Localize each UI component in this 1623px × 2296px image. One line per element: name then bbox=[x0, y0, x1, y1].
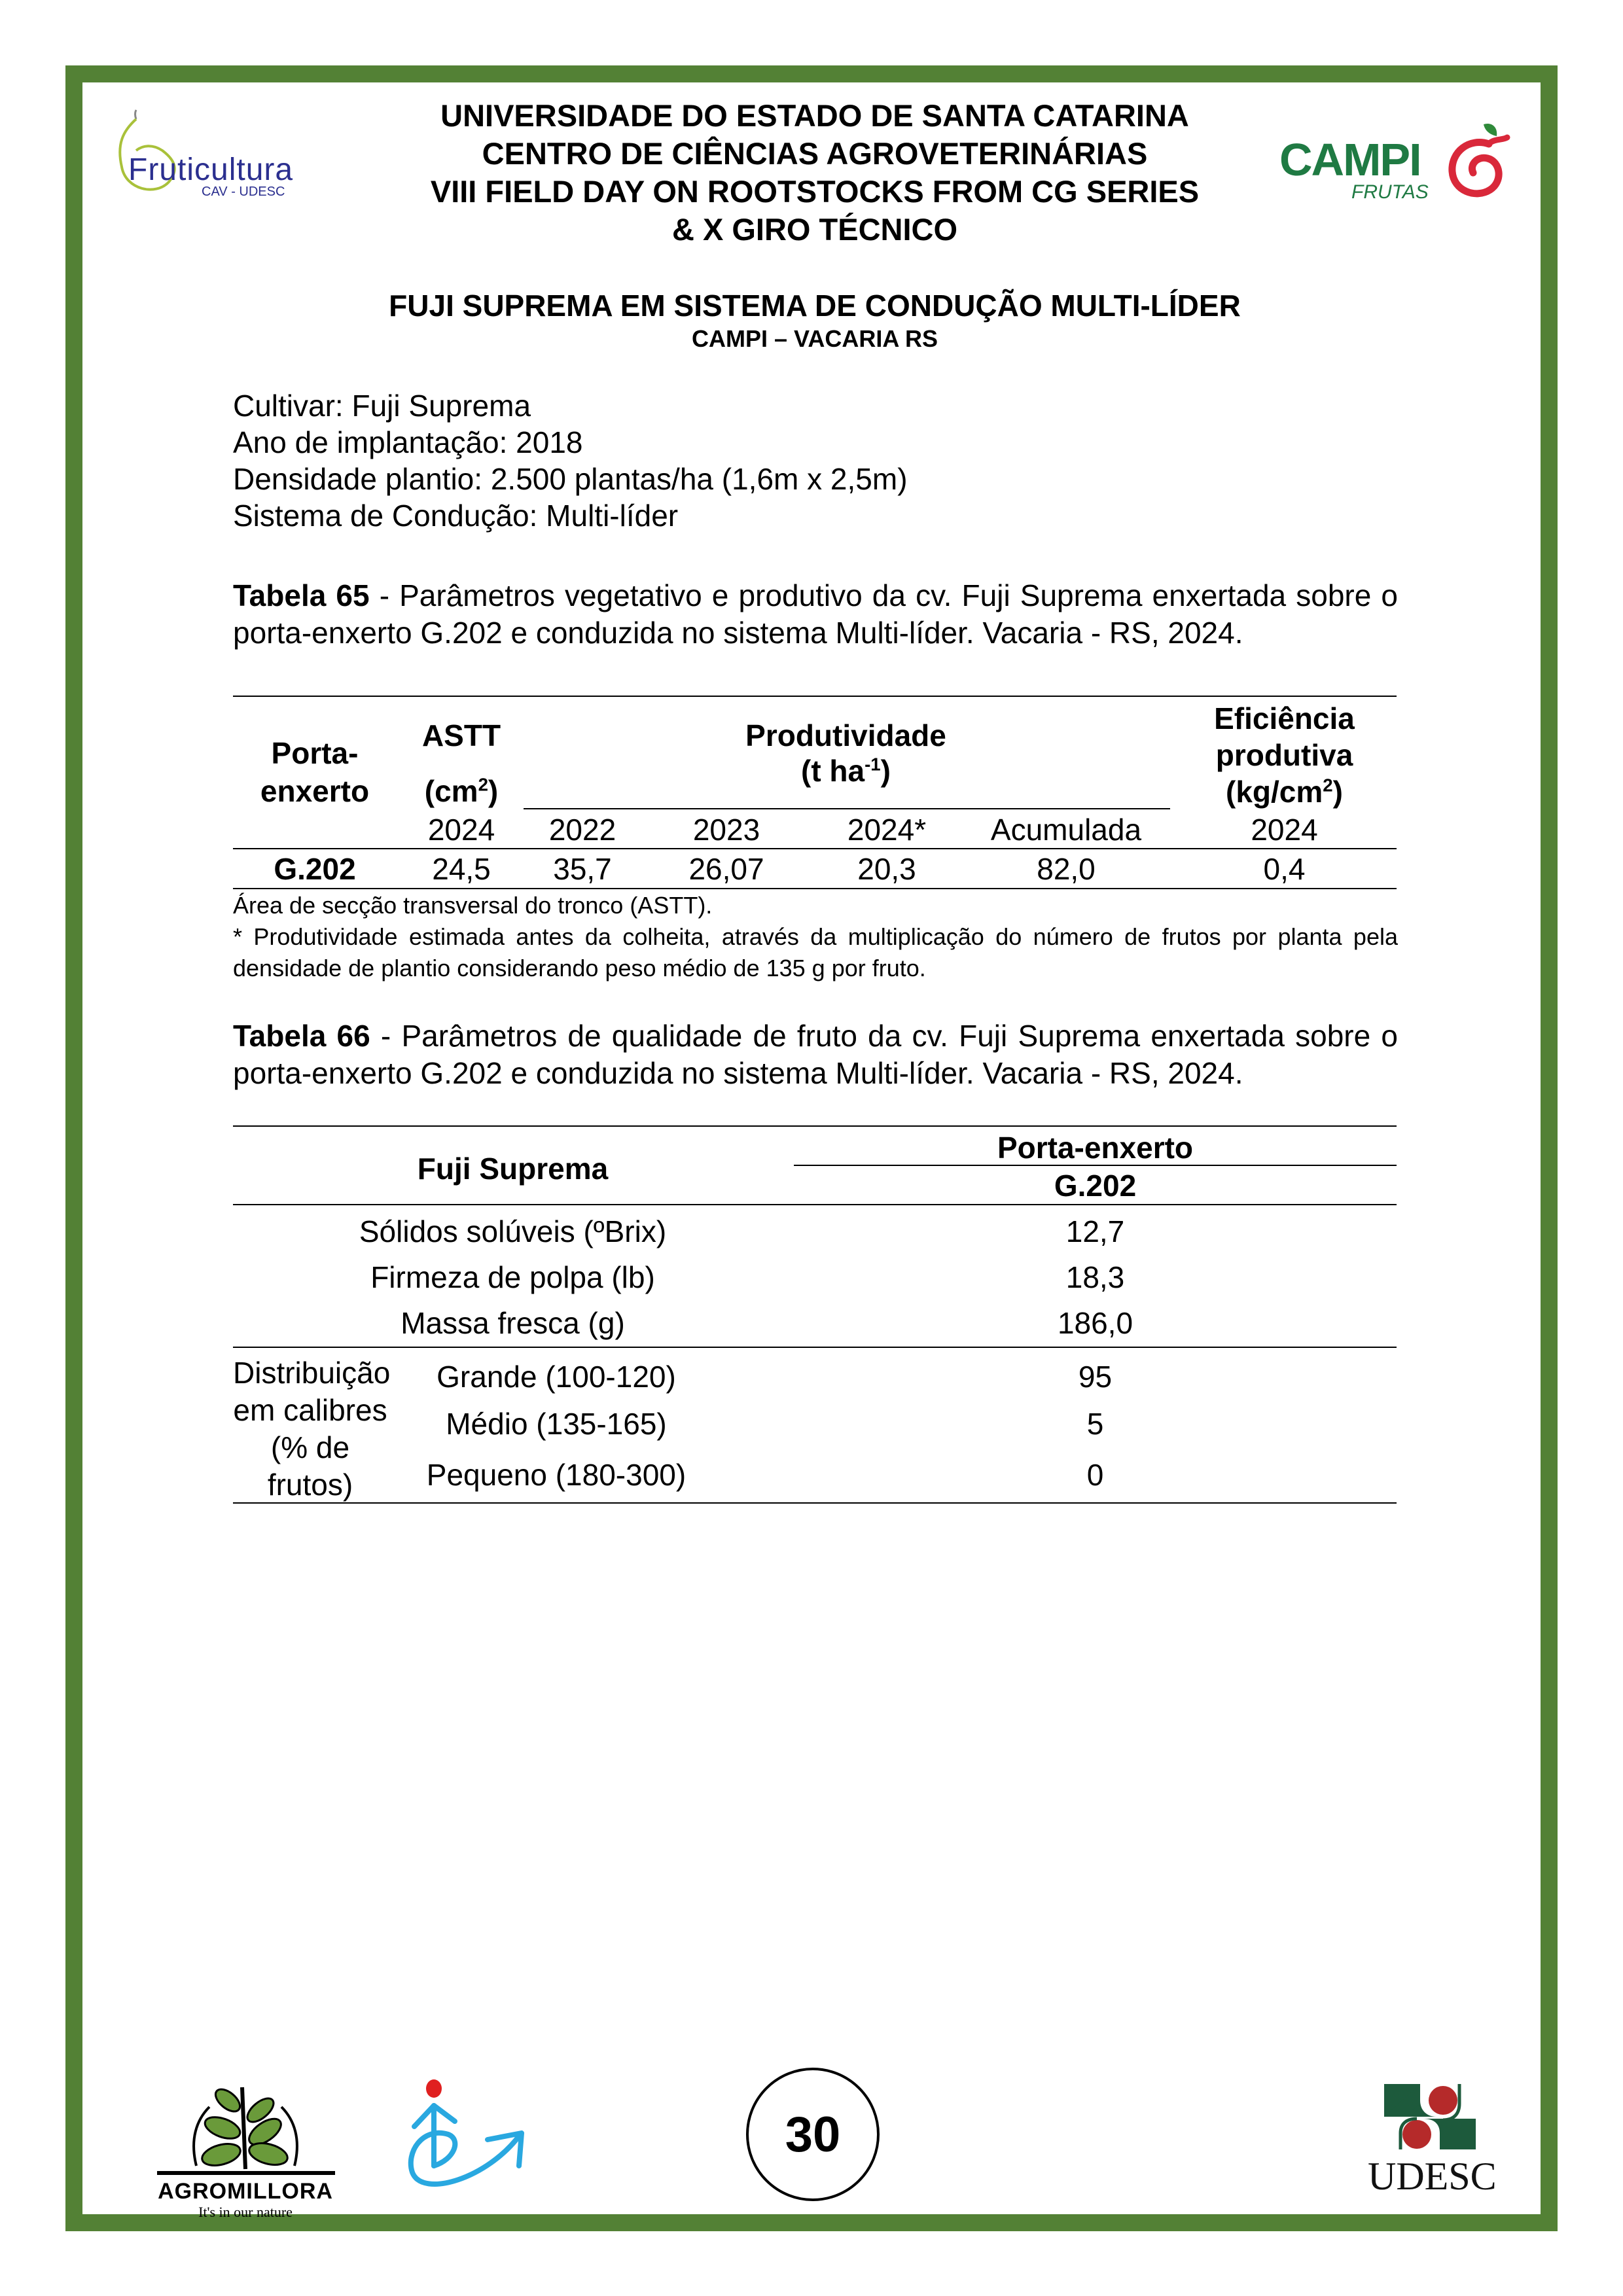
table65-header-efficiency-line2: produtiva bbox=[1215, 738, 1353, 772]
table66-value-large: 95 bbox=[1078, 1360, 1113, 1394]
table65-subheader-2023: 2023 bbox=[692, 813, 760, 847]
campi-wordmark: CAMPI bbox=[1279, 134, 1421, 185]
astt-unit-text: (cm bbox=[424, 774, 478, 808]
table66-label-firmness: Firmeza de polpa (lb) bbox=[370, 1260, 655, 1294]
header-field-day: VIII FIELD DAY ON ROOTSTOCKS FROM CG SERIES bbox=[430, 174, 1200, 209]
apple-swirl-icon bbox=[1443, 119, 1515, 204]
table65-header-astt: ASTT bbox=[421, 718, 501, 752]
table66-value-firmness: 18,3 bbox=[1065, 1260, 1125, 1294]
table65-header-rootstock-line2: enxerto bbox=[260, 774, 370, 808]
table65-productivity-rule bbox=[524, 808, 1170, 809]
table66-value-fresh-mass: 186,0 bbox=[1057, 1306, 1133, 1340]
table66-value-small: 0 bbox=[1086, 1458, 1104, 1492]
table65-top-rule bbox=[233, 696, 1397, 697]
prod-unit-close: ) bbox=[880, 754, 891, 788]
campi-frutas-logo bbox=[1279, 119, 1515, 204]
table65-header-rootstock-line1: Porta- bbox=[271, 736, 359, 770]
eff-unit-sup: 2 bbox=[1323, 775, 1333, 796]
table66-header-bottom-rule bbox=[233, 1204, 1397, 1205]
table65-footnote-astt: Área de secção transversal do tronco (ASTT). bbox=[233, 892, 713, 919]
info-training-system: Sistema de Condução: Multi-líder bbox=[233, 499, 679, 533]
table65-header-productivity: Produtividade bbox=[745, 718, 946, 752]
fruticultura-subtitle: CAV - UDESC bbox=[202, 185, 285, 199]
table66-caption-text: - Parâmetros de qualidade de fruto da cv. Fuji Suprema enxertada sobre o porta-enxerto G.202 e conduzida no sistema Multi-líder. Vacaria - RS, 2024. bbox=[233, 1019, 1398, 1090]
table65-bottom-rule bbox=[233, 888, 1397, 889]
table65-cell-accumulated: 82,0 bbox=[1037, 852, 1096, 886]
table66-bottom-rule bbox=[233, 1502, 1397, 1504]
fruticultura-logo bbox=[116, 105, 332, 203]
table65-cell-2022: 35,7 bbox=[553, 852, 612, 886]
table65-header-efficiency-line1: Eficiência bbox=[1214, 701, 1355, 735]
eff-unit-close: ) bbox=[1332, 775, 1343, 809]
table66-caption-label: Tabela 66 bbox=[233, 1019, 370, 1053]
table66-distribution-label-2: em calibres bbox=[233, 1393, 387, 1427]
header-university: UNIVERSIDADE DO ESTADO DE SANTA CATARINA bbox=[440, 98, 1189, 133]
udesc-emblem-icon bbox=[1381, 2081, 1479, 2153]
agromillora-tagline: It's in our nature bbox=[198, 2204, 293, 2220]
table65-header-productivity-unit bbox=[524, 754, 1168, 788]
table65-caption-text: - Parâmetros vegetativo e produtivo da cv. Fuji Suprema enxertada sobre o porta-enxerto G.202 e conduzida no sistema Multi-líder. Vacaria - RS, 2024. bbox=[233, 578, 1398, 650]
table66-label-medium: Médio (135-165) bbox=[446, 1407, 667, 1441]
table65-header-astt-unit bbox=[399, 774, 524, 808]
prod-unit-sup: -1 bbox=[865, 754, 881, 775]
udesc-wordmark: UDESC bbox=[1368, 2155, 1497, 2198]
astt-unit-close: ) bbox=[488, 774, 499, 808]
table65-cell-2024: 20,3 bbox=[857, 852, 916, 886]
table66-group-rule bbox=[794, 1165, 1397, 1166]
table65-header-efficiency-unit bbox=[1171, 775, 1397, 809]
plant-icon bbox=[151, 2074, 340, 2179]
table66-caption bbox=[233, 1017, 1398, 1092]
table66-top-rule bbox=[233, 1125, 1397, 1127]
table65-subheader-accumulated: Acumulada bbox=[990, 813, 1142, 847]
page-subtitle: CAMPI – VACARIA RS bbox=[691, 325, 938, 352]
header-giro-tecnico: & X GIRO TÉCNICO bbox=[671, 212, 958, 247]
table66-value-medium: 5 bbox=[1086, 1407, 1104, 1441]
table65-header-bottom-rule bbox=[233, 848, 1397, 849]
prod-unit-text: (t ha bbox=[801, 754, 865, 788]
fruticultura-wordmark: Fruticultura bbox=[128, 152, 294, 187]
table66-label-soluble-solids: Sólidos solúveis (ºBrix) bbox=[359, 1214, 667, 1248]
table65-cell-efficiency: 0,4 bbox=[1263, 852, 1306, 886]
agromillora-logo bbox=[151, 2074, 340, 2218]
table66-header-g202: G.202 bbox=[1054, 1169, 1137, 1203]
header-center: CENTRO DE CIÊNCIAS AGROVETERINÁRIAS bbox=[482, 136, 1148, 171]
table66-distribution-rule bbox=[233, 1347, 1397, 1348]
table65-subheader-astt-2024: 2024 bbox=[427, 813, 495, 847]
udesc-logo bbox=[1368, 2081, 1497, 2199]
frutas-wordmark: FRUTAS bbox=[1351, 181, 1429, 203]
table65-caption-label: Tabela 65 bbox=[233, 578, 370, 612]
table65-caption bbox=[233, 577, 1398, 652]
table66-label-fresh-mass: Massa fresca (g) bbox=[401, 1306, 625, 1340]
info-planting-density: Densidade plantio: 2.500 plantas/ha (1,6m x 2,5m) bbox=[233, 462, 908, 496]
info-cultivar: Cultivar: Fuji Suprema bbox=[233, 389, 531, 423]
astt-unit-sup: 2 bbox=[478, 774, 488, 795]
table66-distribution-label-4: frutos) bbox=[267, 1468, 353, 1502]
person-arrow-icon bbox=[402, 2074, 533, 2192]
agromillora-wordmark: AGROMILLORA bbox=[158, 2179, 333, 2204]
innovation-arrow-logo bbox=[402, 2074, 533, 2192]
table65-cell-rootstock: G.202 bbox=[274, 852, 356, 886]
table66-value-soluble-solids: 12,7 bbox=[1065, 1214, 1125, 1248]
page-number: 30 bbox=[746, 2068, 880, 2201]
table65-subheader-2024-est: 2024* bbox=[847, 813, 927, 847]
table66-label-large: Grande (100-120) bbox=[437, 1360, 676, 1394]
page-title: FUJI SUPREMA EM SISTEMA DE CONDUÇÃO MULTI-LÍDER bbox=[389, 289, 1241, 323]
table66-label-small: Pequeno (180-300) bbox=[426, 1458, 687, 1492]
table66-distribution-label-3: (% de bbox=[270, 1430, 350, 1464]
table65-subheader-2022: 2022 bbox=[548, 813, 616, 847]
table65-subheader-eff-2024: 2024 bbox=[1251, 813, 1318, 847]
eff-unit-text: (kg/cm bbox=[1226, 775, 1323, 809]
table65-footnote-productivity: * Produtividade estimada antes da colheita, através da multiplicação do número de frutos por planta pela densidade de plantio considerando peso médio de 135 g por fruto. bbox=[233, 923, 1398, 981]
table66-header-fuji-suprema: Fuji Suprema bbox=[417, 1152, 609, 1186]
table65-cell-2023: 26,07 bbox=[688, 852, 764, 886]
table66-distribution-label-1: Distribuição bbox=[233, 1356, 391, 1390]
table66-header-rootstock-group: Porta-enxerto bbox=[997, 1131, 1194, 1165]
table65-cell-astt: 24,5 bbox=[432, 852, 491, 886]
info-implantation-year: Ano de implantação: 2018 bbox=[233, 425, 583, 459]
